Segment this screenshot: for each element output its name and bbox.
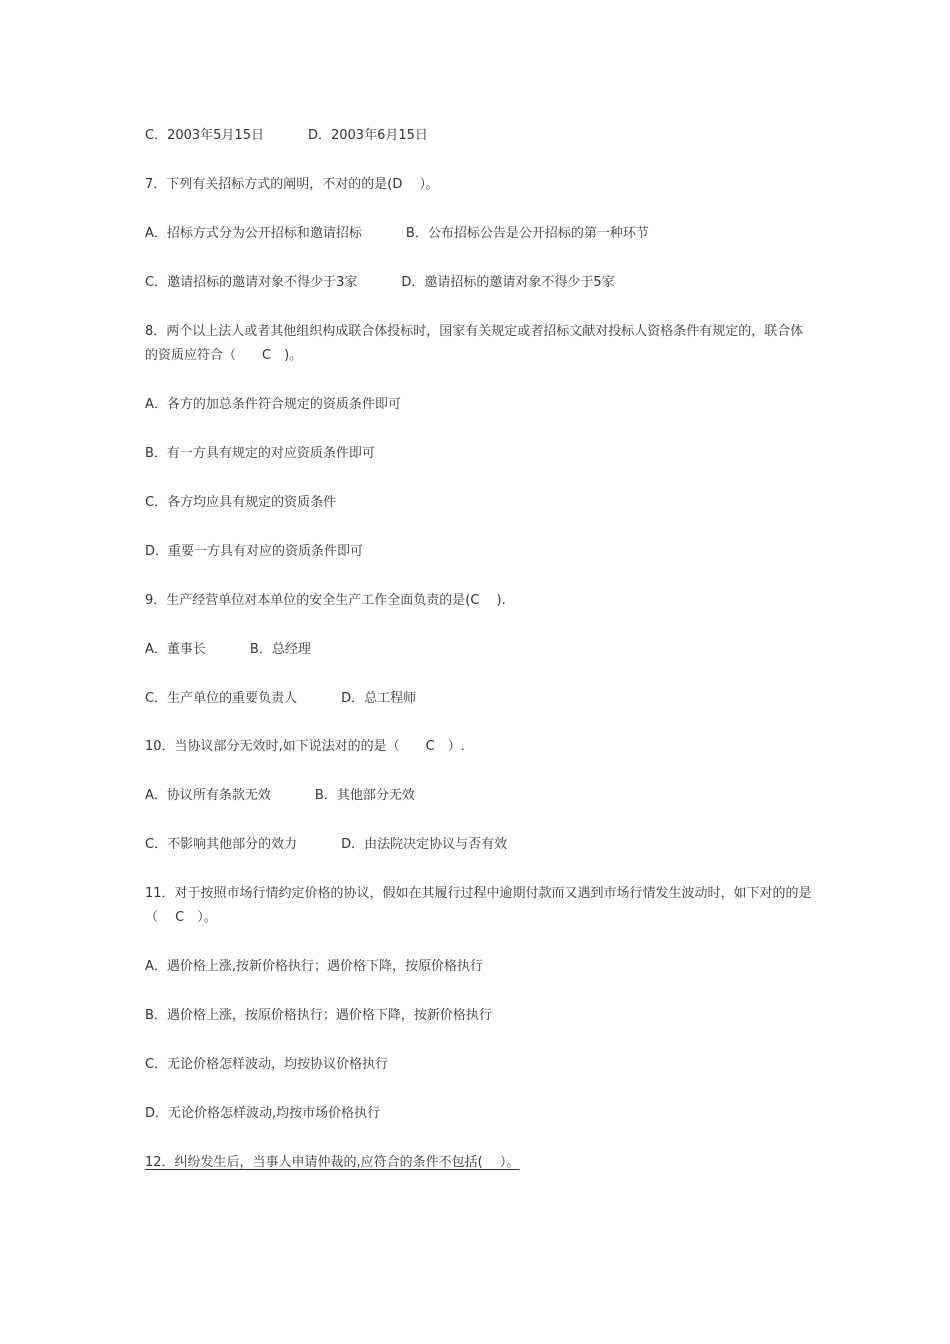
option-a: A．董事长 (145, 642, 206, 657)
option-d: D．总工程师 (341, 691, 417, 706)
question-11: 11．对于按照市场行情约定价格的协议，假如在其履行过程中逾期付款而又遇到市场行情发生波动时，如下对的的是（ C ）。 (145, 886, 812, 925)
q11-option-a: A．遇价格上涨,按新价格执行；遇价格下降，按原价格执行 (145, 959, 484, 974)
option-c: C．生产单位的重要负责人 (145, 691, 298, 706)
q11-option-c: C．无论价格怎样波动，均按协议价格执行 (145, 1057, 389, 1072)
q11-option-b: B．遇价格上涨，按原价格执行；遇价格下降，按新价格执行 (145, 1008, 492, 1023)
option-a: A．招标方式分为公开招标和邀请招标 (145, 226, 362, 241)
option-a: A．协议所有条款无效 (145, 788, 271, 803)
q8-option-a: A．各方的加总条件符合规定的资质条件即可 (145, 397, 401, 412)
q7-options-a-b (145, 224, 649, 244)
q11-option-d: D．无论价格怎样波动,均按市场价格执行 (145, 1106, 381, 1121)
question-10: 10．当协议部分无效时,如下说法对的的是（ C ）. (145, 739, 465, 754)
option-c: C．不影响其他部分的效力 (145, 837, 298, 852)
q9-options-a-b (145, 640, 311, 660)
option-b: B．总经理 (249, 642, 311, 657)
q7-options-c-d (145, 273, 615, 293)
q10-options-a-b (145, 786, 415, 806)
q9-options-c-d (145, 689, 416, 709)
question-8: 8．两个以上法人或者其他组织构成联合体投标时，国家有关规定或者招标文献对投标人资格条件有规定的，联合体的资质应符合（ C )。 (145, 324, 804, 363)
q8-option-c: C．各方均应具有规定的资质条件 (145, 495, 337, 510)
q10-options-c-d (145, 835, 507, 855)
option-c: C．邀请招标的邀请对象不得少于3家 (145, 275, 358, 290)
q8-option-d: D．重要一方具有对应的资质条件即可 (145, 544, 364, 559)
option-d: D．由法院决定协议与否有效 (341, 837, 508, 852)
options-line-c-d (145, 126, 428, 146)
question-9: 9．生产经营单位对本单位的安全生产工作全面负责的是(C ). (145, 593, 506, 608)
option-b: B．公布招标公告是公开招标的第一种环节 (405, 226, 649, 241)
question-7: 7．下列有关招标方式的阐明，不对的的是(D ）。 (145, 177, 439, 192)
option-d: D．2003年6月15日 (307, 128, 428, 143)
option-d: D．邀请招标的邀请对象不得少于5家 (401, 275, 615, 290)
question-12: 12．纠纷发生后，当事人申请仲裁的,应符合的条件不包括( ）。 (145, 1155, 520, 1170)
option-b: B．其他部分无效 (314, 788, 415, 803)
q8-option-b: B．有一方具有规定的对应资质条件即可 (145, 446, 375, 461)
option-c: C．2003年5月15日 (145, 128, 264, 143)
